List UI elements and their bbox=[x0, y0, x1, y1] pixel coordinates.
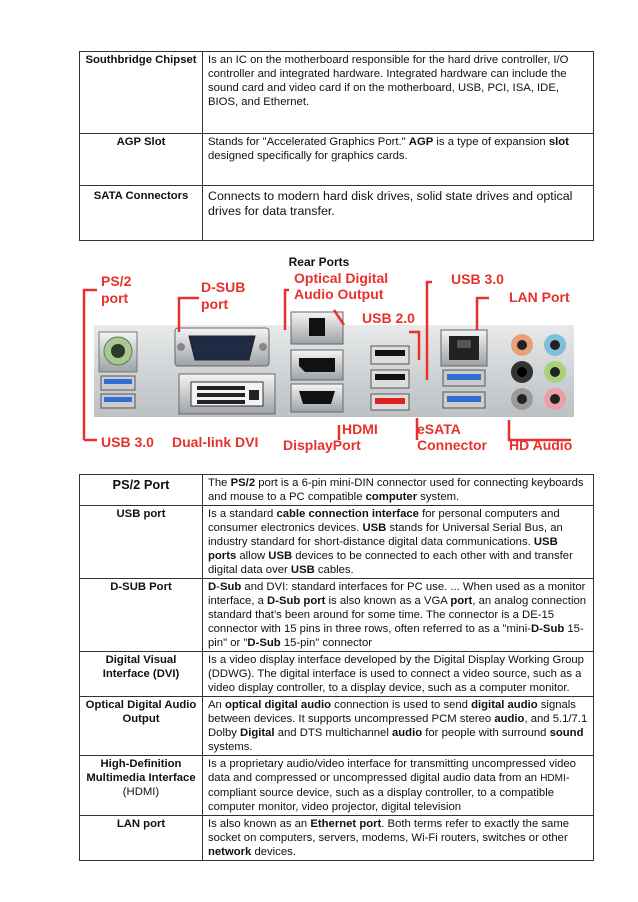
term-cell: LAN port bbox=[80, 816, 203, 861]
displayport-icon bbox=[291, 350, 343, 380]
lan-port-icon bbox=[441, 330, 487, 366]
term-cell: AGP Slot bbox=[80, 134, 203, 186]
text-span: 15-pin" connector bbox=[280, 637, 372, 649]
bold-text: AGP bbox=[408, 136, 434, 148]
bold-text: D-Sub bbox=[247, 637, 281, 649]
description-cell: Is a video display interface developed by the Digital Display Working Group (DDWG). The digital interface is used to connect a video source, such as a video display controller, to a display device, such as a computer monitor. bbox=[203, 652, 594, 697]
text-span: designed specifically for graphics cards. bbox=[208, 150, 408, 162]
term-cell: Optical Digital Audio Output bbox=[80, 697, 203, 756]
text-span: The bbox=[208, 477, 231, 489]
esata-port-icon bbox=[371, 394, 409, 410]
diagram-label-hdaudio: HD Audio bbox=[509, 437, 573, 453]
diagram-label-usb30-bottom: USB 3.0 bbox=[101, 434, 154, 450]
description-cell bbox=[203, 816, 594, 861]
table-row bbox=[80, 579, 594, 652]
text-span: An bbox=[208, 699, 225, 711]
diagram-label-ps2: port bbox=[101, 290, 129, 306]
text-span: 15-pin" or " bbox=[208, 623, 584, 649]
term-cell: PS/2 Port bbox=[80, 475, 203, 506]
text-span: Is a standard bbox=[208, 508, 277, 520]
text-span: for personal computers and consumer electronics devices. bbox=[208, 508, 560, 534]
diagram-label-usb20: USB 2.0 bbox=[362, 310, 415, 326]
bold-text: D-Sub bbox=[531, 623, 565, 635]
diagram-label-ps2: PS/2 bbox=[101, 273, 132, 289]
diagram-label-lan: LAN Port bbox=[509, 289, 570, 305]
description-cell bbox=[203, 475, 594, 506]
table-row bbox=[80, 756, 594, 816]
bold-text: USB ports bbox=[208, 536, 558, 562]
term-cell: Digital Visual Interface (DVI) bbox=[80, 652, 203, 697]
text-span: is a type of expansion bbox=[433, 136, 549, 148]
bold-text: audio bbox=[391, 727, 423, 739]
text-span: devices. bbox=[251, 846, 296, 858]
term-cell: Southbridge Chipset bbox=[80, 52, 203, 134]
text-span: and DVI: standard interfaces for PC use. ... When used as a monitor interface, a bbox=[208, 581, 586, 607]
bold-text: D bbox=[208, 581, 217, 593]
hdmi-port-icon bbox=[291, 384, 343, 412]
term-cell: D-SUB Port bbox=[80, 579, 203, 652]
table-row bbox=[80, 652, 594, 697]
text-span: allow bbox=[236, 550, 269, 562]
text-span: and DTS multichannel bbox=[274, 727, 392, 739]
bold-text: Sub bbox=[219, 581, 242, 593]
table-row bbox=[80, 697, 594, 756]
term-cell: SATA Connectors bbox=[80, 186, 203, 241]
diagram-label-displayport: DisplayPort bbox=[283, 437, 361, 453]
components-table bbox=[79, 51, 594, 241]
text-span: connection is used to send bbox=[331, 699, 472, 711]
bold-text: sound bbox=[549, 727, 584, 739]
description-cell: Connects to modern hard disk drives, solid state drives and optical drives for data transfer. bbox=[203, 186, 594, 241]
text-span: is also known as a VGA bbox=[325, 595, 451, 607]
text-span: . Both terms refer to exactly the same socket on computers, servers, modems, Wi-Fi routers, switches or other bbox=[208, 818, 570, 844]
bold-text: USB bbox=[268, 550, 293, 562]
diagram-label-dsub: port bbox=[201, 296, 229, 312]
diagram-label-hdmi: HDMI bbox=[342, 421, 378, 437]
bold-text: USB bbox=[362, 522, 387, 534]
dvi-port-icon bbox=[179, 374, 275, 414]
text-span: signals between devices. It supports uncompressed PCM stereo bbox=[208, 699, 576, 725]
bold-text: slot bbox=[548, 136, 569, 148]
description-cell bbox=[203, 506, 594, 579]
ps2-port-icon bbox=[99, 332, 137, 372]
text-span: , and 5.1/7.1 Dolby bbox=[208, 713, 588, 739]
description-cell bbox=[203, 756, 594, 816]
bold-text: port bbox=[450, 595, 473, 607]
section-title: Rear Ports bbox=[288, 255, 350, 269]
text-span: system. bbox=[417, 491, 460, 503]
bold-text: Digital bbox=[240, 727, 275, 739]
description-cell bbox=[203, 579, 594, 652]
rear-ports-diagram bbox=[79, 270, 589, 455]
diagram-label-esata: eSATA bbox=[417, 421, 461, 437]
table-row bbox=[80, 52, 594, 134]
optical-audio-port-icon bbox=[291, 312, 343, 344]
description-cell bbox=[203, 134, 594, 186]
diagram-label-dvi: Dual-link DVI bbox=[172, 434, 259, 450]
diagram-label-optical: Audio Output bbox=[294, 286, 384, 302]
diagram-label-usb30-top: USB 3.0 bbox=[451, 271, 504, 287]
term-cell bbox=[80, 756, 203, 816]
table-row bbox=[80, 506, 594, 579]
bold-text: audio bbox=[494, 713, 525, 725]
diagram-label-dsub: D-SUB bbox=[201, 279, 246, 295]
text-span: HDMI bbox=[540, 773, 566, 784]
text-span: devices to be connected to each other with and transfer digital data over bbox=[208, 550, 573, 576]
text-span: - bbox=[216, 581, 220, 593]
bold-text: PS/2 bbox=[230, 477, 256, 489]
text-span: for people with surround bbox=[422, 727, 550, 739]
text-span: Is also known as an bbox=[208, 818, 311, 830]
bold-text: D-Sub port bbox=[267, 595, 326, 607]
text-span: Stands for "Accelerated Graphics Port." bbox=[208, 136, 409, 148]
bold-text: computer bbox=[365, 491, 418, 503]
text-span: systems. bbox=[208, 741, 253, 753]
bold-text: network bbox=[208, 846, 252, 858]
dsub-port-icon bbox=[175, 328, 269, 366]
text-span: Is a proprietary audio/video interface for transmitting uncompressed video data and compressed or uncompressed digital audio data from an bbox=[208, 758, 576, 784]
text-span: port is a 6-pin mini-DIN connector used for connecting keyboards and mouse to a PC compatible bbox=[208, 477, 584, 503]
diagram-label-optical: Optical Digital bbox=[294, 270, 389, 286]
bold-text: optical digital audio bbox=[224, 699, 332, 711]
text-span: stands for Universal Serial Bus, an industry standard for short-distance digital data communications. bbox=[208, 522, 563, 548]
text-span: -compliant source device, such as a display controller, to a compatible computer monitor, video projector, digital television bbox=[208, 772, 570, 813]
text-span: cables. bbox=[314, 564, 354, 576]
term-plain: (HDMI) bbox=[122, 786, 160, 798]
bold-text: cable connection interface bbox=[276, 508, 419, 520]
description-cell: Is an IC on the motherboard responsible for the hard drive controller, I/O controller and integrated hardware. Integrated hardware can include the sound card and video card if on the motherboard, USB, PCI, ISA, IDE, BIOS, and Ethernet. bbox=[203, 52, 594, 134]
diagram-label-esata: Connector bbox=[417, 437, 487, 453]
table-row bbox=[80, 186, 594, 241]
text-span: , an analog connection standard that's been around for some time. The connector is a DE-15 connector with 15 pins in three rows, often referred to as a "mini- bbox=[208, 595, 587, 635]
bold-text: digital audio bbox=[471, 699, 538, 711]
bold-text: USB bbox=[290, 564, 315, 576]
description-cell bbox=[203, 697, 594, 756]
table-row bbox=[80, 475, 594, 506]
table-row bbox=[80, 134, 594, 186]
term-bold: High-Definition Multimedia Interface bbox=[86, 758, 196, 784]
table-row bbox=[80, 816, 594, 861]
term-cell: USB port bbox=[80, 506, 203, 579]
bold-text: Ethernet port bbox=[310, 818, 382, 830]
rear-ports-table bbox=[79, 474, 594, 861]
